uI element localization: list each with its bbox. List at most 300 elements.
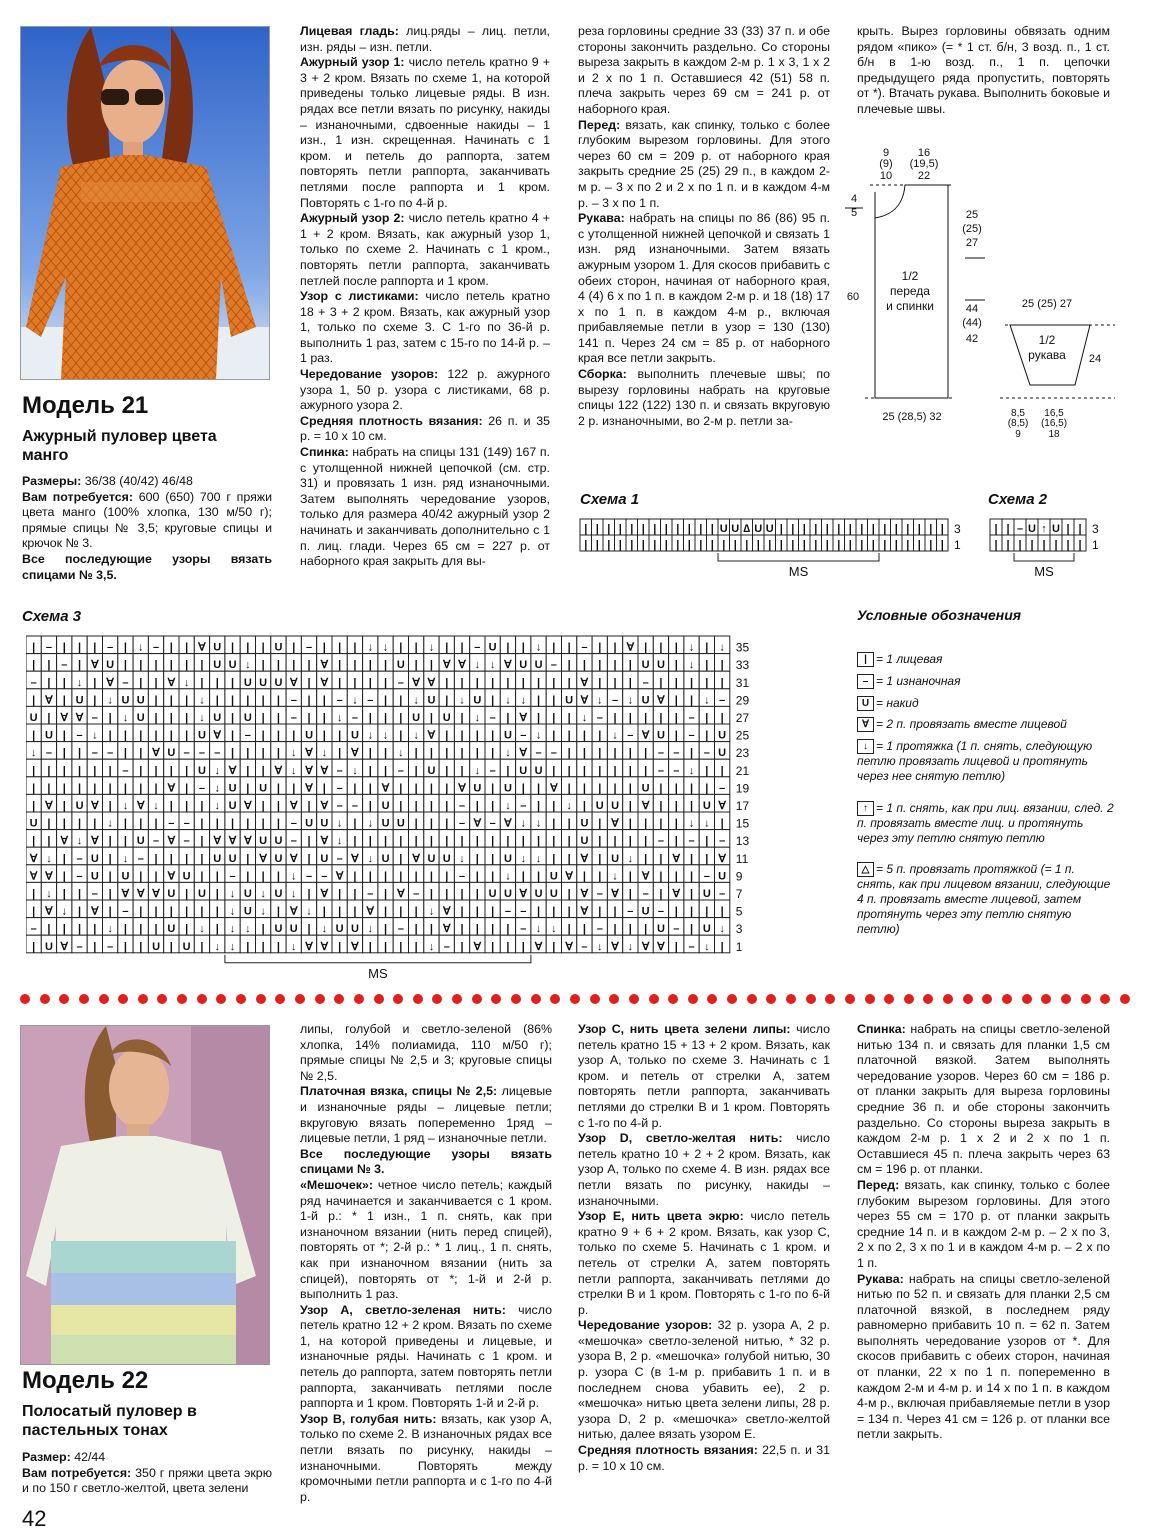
legend-symbol: ∀ (857, 717, 874, 732)
grid-cell (378, 654, 393, 672)
dim-right-top-2: (25) (962, 223, 982, 235)
grid-cell (286, 865, 301, 883)
grid-cell (194, 759, 209, 777)
svg-text:|: | (659, 712, 663, 724)
grid-cell (87, 777, 102, 795)
svg-text:|: | (917, 539, 921, 551)
grid-cell (454, 865, 469, 883)
svg-text:–: – (351, 800, 359, 812)
grid-cell (833, 519, 845, 535)
grid-cell (669, 671, 684, 689)
grid-cell (240, 794, 255, 812)
grid-cell (332, 671, 347, 689)
grid-cell (623, 830, 638, 848)
svg-text:|: | (47, 817, 51, 830)
svg-text:∀: ∀ (611, 940, 619, 953)
svg-text:|: | (491, 905, 495, 918)
paragraph: Средняя плотность вязания: 26 п. и 35 р. = 10 х 10 см. (300, 413, 550, 444)
svg-text:|: | (32, 835, 36, 848)
svg-text:∀: ∀ (274, 764, 283, 777)
svg-text:|: | (475, 676, 479, 689)
grid-cell (669, 865, 684, 883)
separator-dot (432, 994, 442, 1004)
grid-cell (393, 759, 408, 777)
svg-text:|: | (929, 523, 933, 535)
svg-text:|: | (552, 835, 556, 848)
grid-cell (41, 777, 56, 795)
svg-text:–: – (91, 747, 98, 760)
grid-cell (194, 706, 209, 724)
svg-text:|: | (123, 641, 127, 654)
separator-dot (904, 994, 914, 1004)
grid-cell (653, 812, 668, 830)
svg-text:↓: ↓ (336, 817, 343, 830)
grid-cell (164, 900, 179, 918)
svg-text:|: | (353, 905, 357, 918)
svg-text:|: | (215, 905, 219, 918)
svg-text:–: – (336, 782, 343, 795)
grid-cell (41, 812, 56, 830)
grid-cell (103, 671, 118, 689)
grid-cell (684, 830, 699, 848)
svg-text:∀: ∀ (152, 888, 160, 900)
grid-cell (225, 865, 240, 883)
grid-cell (715, 742, 730, 760)
grid-cell (577, 636, 592, 654)
svg-text:|: | (154, 694, 158, 707)
grid-cell (393, 830, 408, 848)
grid-cell (531, 671, 546, 689)
grid-cell (454, 830, 469, 848)
grid-cell (240, 636, 255, 654)
grid-cell (164, 882, 179, 900)
grid-cell (454, 918, 469, 936)
grid-cell (516, 671, 531, 689)
grid-cell (638, 830, 653, 848)
grid-cell (424, 812, 439, 830)
svg-text:|: | (644, 641, 648, 654)
svg-text:|: | (185, 764, 189, 777)
grid-cell (301, 777, 316, 795)
svg-text:|: | (261, 641, 265, 654)
svg-text:|: | (399, 835, 403, 848)
grid-cell (179, 777, 194, 795)
svg-text:|: | (32, 782, 36, 795)
grid-cell (470, 654, 485, 672)
svg-text:U: U (167, 888, 176, 900)
grid-cell (363, 654, 378, 672)
grid-cell (363, 882, 378, 900)
grid-cell (546, 671, 561, 689)
grid-cell (256, 794, 271, 812)
grid-cell (301, 935, 316, 953)
grid-cell (424, 654, 439, 672)
grid-cell (164, 689, 179, 707)
grid-cell (240, 882, 255, 900)
row-number: 1 (954, 538, 961, 552)
grid-cell (41, 794, 56, 812)
svg-text:|: | (185, 923, 189, 936)
svg-text:↓: ↓ (612, 729, 618, 742)
grid-cell (546, 689, 561, 707)
svg-text:↓: ↓ (566, 800, 572, 812)
svg-text:|: | (644, 835, 648, 848)
grid-cell (546, 900, 561, 918)
grid-cell (454, 900, 469, 918)
grid-cell (271, 742, 286, 760)
grid-cell (638, 654, 653, 672)
svg-text:|: | (475, 905, 479, 918)
grid-cell (684, 882, 699, 900)
svg-text:–: – (1016, 523, 1024, 535)
svg-text:↓: ↓ (367, 817, 373, 830)
grid-cell (378, 724, 393, 742)
separator-dot (236, 994, 246, 1004)
svg-text:↓: ↓ (245, 659, 251, 672)
grid-cell (301, 654, 316, 672)
svg-text:|: | (567, 888, 571, 900)
grid-cell (103, 706, 118, 724)
grid-cell (347, 724, 362, 742)
svg-text:U: U (718, 729, 727, 742)
svg-text:∀: ∀ (228, 835, 237, 848)
grid-cell (684, 724, 699, 742)
grid-cell (26, 882, 41, 900)
grid-cell (669, 882, 684, 900)
svg-text:|: | (705, 659, 709, 672)
grid-cell (301, 759, 316, 777)
grid-cell (103, 918, 118, 936)
grid-cell (26, 794, 41, 812)
scheme1-title: Схема 1 (580, 491, 640, 508)
svg-text:∀: ∀ (305, 747, 313, 760)
svg-text:∀: ∀ (381, 782, 390, 795)
svg-text:–: – (596, 923, 603, 936)
svg-text:↓: ↓ (214, 764, 220, 777)
svg-text:|: | (506, 835, 510, 848)
body-label-3: и спинки (886, 299, 934, 313)
svg-text:|: | (659, 888, 663, 900)
grid-cell (133, 777, 148, 795)
grid-cell (626, 519, 638, 535)
svg-text:|: | (460, 747, 464, 760)
grid-cell (925, 519, 937, 535)
grid-cell (516, 636, 531, 654)
grid-cell (669, 812, 684, 830)
grid-cell (546, 742, 561, 760)
grid-cell (607, 935, 622, 953)
grid-cell (577, 777, 592, 795)
svg-text:|: | (659, 641, 663, 654)
grid-cell (72, 724, 87, 742)
grid-cell (409, 689, 424, 707)
legend-title: Условные обозначения (857, 607, 1022, 623)
separator-dot (963, 994, 973, 1004)
grid-cell (707, 535, 719, 551)
grid-cell (715, 865, 730, 883)
grid-cell (707, 519, 719, 535)
grid-cell (133, 847, 148, 865)
svg-text:|: | (791, 523, 795, 535)
svg-text:|: | (705, 905, 709, 918)
grid-cell (164, 671, 179, 689)
svg-text:|: | (491, 729, 495, 742)
grid-cell (301, 689, 316, 707)
svg-text:U: U (259, 676, 268, 689)
svg-text:|: | (537, 782, 541, 795)
grid-cell (286, 882, 301, 900)
svg-text:–: – (305, 641, 313, 654)
grid-cell (271, 724, 286, 742)
svg-text:∀: ∀ (519, 747, 528, 760)
grid-cell (699, 812, 714, 830)
svg-text:|: | (215, 888, 219, 900)
grid-cell (87, 636, 102, 654)
grid-cell (118, 812, 133, 830)
grid-cell (26, 759, 41, 777)
grid-cell (753, 519, 765, 535)
svg-text:↓: ↓ (76, 676, 83, 689)
svg-text:∀: ∀ (167, 676, 176, 689)
grid-cell (118, 636, 133, 654)
svg-text:|: | (705, 852, 709, 865)
svg-text:U: U (503, 852, 512, 865)
grid-cell (653, 900, 668, 918)
sleeve-dim-br-2: (16,5) (1040, 418, 1068, 429)
grid-cell (546, 812, 561, 830)
grid-cell (439, 777, 454, 795)
svg-text:U: U (488, 888, 497, 900)
svg-text:∀: ∀ (213, 835, 222, 848)
grid-cell (133, 918, 148, 936)
svg-text:–: – (520, 800, 527, 812)
grid-cell (240, 900, 255, 918)
svg-text:–: – (657, 747, 665, 760)
svg-text:|: | (261, 694, 265, 707)
grid-cell (347, 759, 362, 777)
svg-text:–: – (367, 888, 374, 900)
svg-text:|: | (582, 800, 586, 812)
svg-text:∀: ∀ (167, 870, 176, 883)
svg-text:|: | (108, 905, 112, 918)
grid-cell (485, 794, 500, 812)
svg-text:|: | (414, 800, 418, 812)
grid-cell (699, 777, 714, 795)
svg-text:|: | (169, 905, 173, 918)
svg-text:|: | (460, 835, 464, 848)
svg-text:|: | (200, 905, 204, 918)
svg-text:|: | (445, 817, 449, 830)
svg-text:|: | (756, 539, 760, 551)
grid-cell (118, 847, 133, 865)
grid-cell (148, 812, 163, 830)
svg-text:U: U (274, 888, 283, 900)
svg-text:↓: ↓ (214, 782, 220, 795)
svg-text:|: | (62, 923, 66, 936)
svg-text:–: – (152, 641, 160, 654)
svg-text:|: | (676, 523, 680, 535)
ms-label: MS (368, 965, 388, 981)
svg-text:∀: ∀ (473, 940, 482, 953)
svg-text:↓: ↓ (291, 870, 297, 883)
legend-symbol: ↓ (857, 739, 874, 754)
svg-text:U: U (719, 523, 728, 535)
svg-text:|: | (491, 782, 495, 795)
grid-cell (179, 794, 194, 812)
svg-text:|: | (552, 694, 556, 707)
grid-cell (225, 706, 240, 724)
grid-cell (470, 847, 485, 865)
grid-cell (118, 689, 133, 707)
paragraph: Сборка: выполнить плечевые швы; по вырезу горловины набрать на круговые спицы 122 (122) 130 п. и связать вкруговую 2 р. изнаночными, во 2-м р. петли за- (578, 367, 830, 428)
svg-text:|: | (261, 659, 265, 672)
svg-text:|: | (368, 747, 372, 760)
svg-text:|: | (676, 539, 680, 551)
grid-cell (562, 882, 577, 900)
grid-cell (347, 742, 362, 760)
grid-cell (531, 865, 546, 883)
svg-text:|: | (644, 852, 648, 865)
svg-text:U: U (534, 764, 543, 777)
svg-text:↓: ↓ (138, 641, 144, 654)
svg-text:|: | (837, 523, 841, 535)
svg-text:U: U (29, 712, 38, 724)
svg-text:∀: ∀ (106, 676, 114, 689)
grid-cell (439, 706, 454, 724)
grid-cell (672, 535, 684, 551)
svg-text:|: | (108, 835, 112, 848)
grid-cell (317, 812, 332, 830)
svg-text:∀: ∀ (29, 852, 38, 865)
svg-text:∀: ∀ (320, 676, 329, 689)
grid-cell (653, 636, 668, 654)
svg-text:|: | (720, 817, 724, 830)
grid-cell (699, 742, 714, 760)
grid-cell (164, 742, 179, 760)
svg-text:|: | (720, 676, 724, 689)
grid-cell (531, 882, 546, 900)
svg-text:∀: ∀ (320, 764, 329, 777)
legend-text: = накид (876, 696, 919, 710)
svg-text:–: – (76, 870, 83, 883)
svg-text:–: – (673, 747, 680, 760)
svg-text:|: | (384, 764, 388, 777)
paragraph: Спинка: набрать на спицы светло-зеленой нитью 134 п. и связать для планки 1,5 см платочной вязкой. Затем выполнять чередование узоров. Через 60 см = 186 р. от планки закрыть для выреза горловины средние 36 п. и обе стороны закончить раздельно. Со стороны выреза закрыть в каждом 2-м р. 1 х 2 и 2 х по 1 п. Оставшиеся 45 п. плеча закрыть через 63 см = 196 р. от планки. (857, 1022, 1110, 1177)
sleeve-dim-height: 24 (1088, 353, 1102, 365)
grid-cell (301, 830, 316, 848)
grid-cell (577, 918, 592, 936)
svg-text:∀: ∀ (641, 940, 650, 953)
svg-text:–: – (550, 747, 557, 760)
grid-cell (347, 935, 362, 953)
svg-text:|: | (705, 712, 709, 724)
grid-cell (577, 812, 592, 830)
grid-cell (546, 724, 561, 742)
grid-cell (638, 706, 653, 724)
grid-cell (879, 535, 891, 551)
grid-cell (653, 865, 668, 883)
dim-right-bottom-3: 42 (965, 333, 979, 345)
svg-text:|: | (475, 852, 479, 865)
grid-cell (210, 830, 225, 848)
grid-cell (562, 689, 577, 707)
svg-text:|: | (123, 835, 127, 848)
svg-text:|: | (414, 905, 418, 918)
svg-text:U: U (167, 747, 176, 760)
grid-cell (1062, 535, 1074, 551)
svg-text:↓: ↓ (581, 712, 588, 724)
grid-cell (424, 847, 439, 865)
svg-text:–: – (91, 712, 98, 724)
svg-text:|: | (246, 694, 250, 707)
separator-dot (865, 994, 875, 1004)
grid-cell (148, 671, 163, 689)
grid-cell (271, 794, 286, 812)
dim-bottom: 25 (28,5) 32 (882, 411, 942, 423)
grid-cell (531, 636, 546, 654)
svg-text:|: | (246, 747, 250, 760)
svg-text:|: | (399, 729, 403, 742)
svg-text:U: U (656, 659, 665, 672)
svg-text:|: | (659, 800, 663, 812)
svg-text:↓: ↓ (107, 694, 113, 707)
svg-text:–: – (688, 712, 695, 724)
grid-cell (256, 812, 271, 830)
svg-text:–: – (458, 870, 466, 883)
grid-cell (118, 777, 133, 795)
grid-cell (240, 742, 255, 760)
grid-cell (210, 882, 225, 900)
grid-cell (57, 689, 72, 707)
grid-cell (653, 706, 668, 724)
grid-cell (531, 689, 546, 707)
svg-text:U: U (44, 729, 53, 742)
svg-text:∀: ∀ (565, 870, 573, 883)
paragraph: Ажурный узор 2: число петель кратно 4 + 1 + 2 кром. Вязать, как ажурный узор 1, только по схеме 2. Начинать с 1 кром., повторять петли раппорта, заканчивать петлей после раппорта и 1 кром. (300, 211, 550, 288)
grid-cell (470, 671, 485, 689)
grid-cell (669, 706, 684, 724)
svg-text:|: | (368, 659, 372, 672)
grid-cell (225, 654, 240, 672)
grid-cell (439, 636, 454, 654)
grid-cell (378, 918, 393, 936)
svg-text:|: | (883, 539, 887, 551)
grid-cell (607, 812, 622, 830)
svg-text:–: – (290, 694, 297, 707)
separator-dot (99, 994, 109, 1004)
svg-text:|: | (62, 888, 66, 900)
svg-text:|: | (460, 712, 464, 724)
grid-cell (378, 777, 393, 795)
grid-cell (580, 519, 592, 535)
svg-text:|: | (215, 923, 219, 936)
grid-cell (41, 865, 56, 883)
grid-cell (210, 918, 225, 936)
grid-cell (41, 724, 56, 742)
grid-cell (638, 742, 653, 760)
grid-cell (531, 900, 546, 918)
grid-cell (41, 636, 56, 654)
svg-text:|: | (123, 940, 127, 953)
grid-cell (531, 830, 546, 848)
svg-text:|: | (690, 694, 694, 707)
svg-text:–: – (596, 712, 603, 724)
grid-cell (271, 900, 286, 918)
svg-text:↓: ↓ (597, 694, 603, 707)
grid-cell (133, 812, 148, 830)
svg-text:|: | (261, 764, 265, 777)
grid-cell (669, 654, 684, 672)
